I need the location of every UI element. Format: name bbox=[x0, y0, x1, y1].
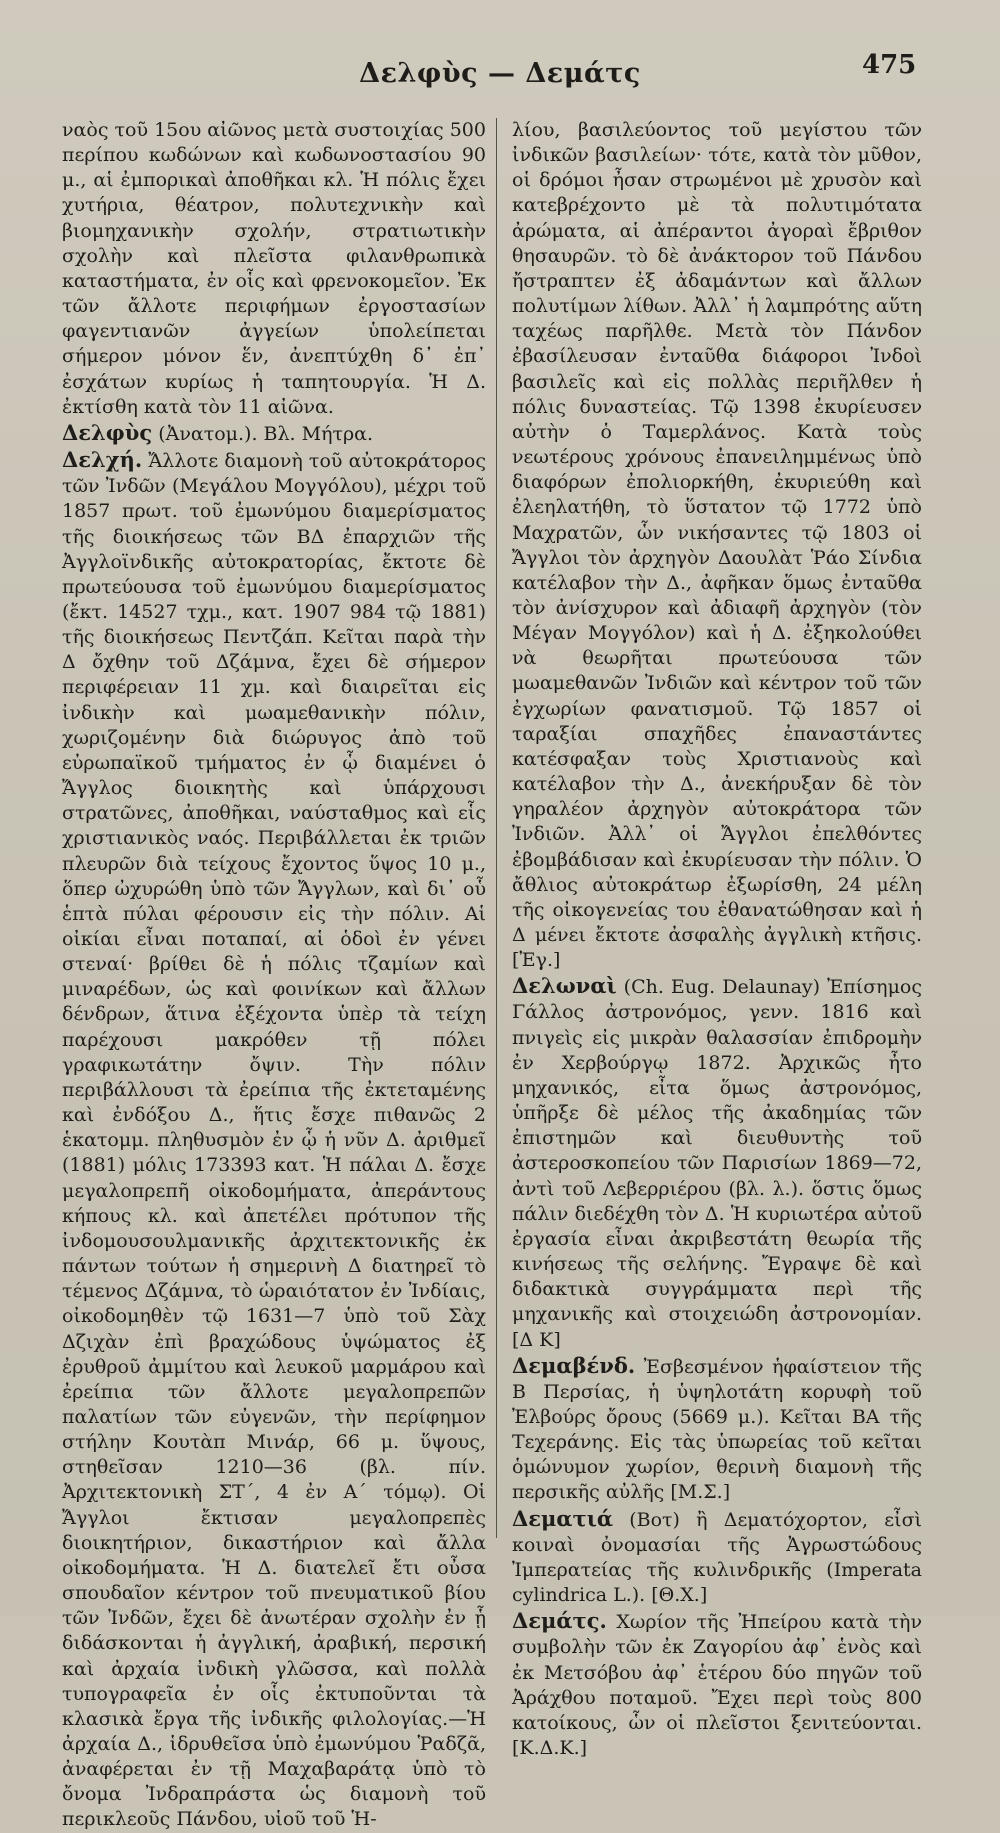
entry-text: Ἐσβεσμένον ἡφαίστειον τῆς Β Περσίας, ἡ ὑψηλοτάτη κορυφὴ τοῦ Ἐλβούρς ὄρους (5669 μ.). Κεῖται ΒΑ τῆς Τεχεράνης. Εἰς τὰς ὑπωρείας τοῦ κεῖται ὁμώνυμον χωρίον, θερινὴ διαμονὴ τῆς περσικῆς αὐλῆς [Μ.Σ.] bbox=[512, 1355, 922, 1504]
entry-headword: Δελωναὶ bbox=[512, 973, 617, 999]
entry-delphys bbox=[62, 420, 486, 447]
entry-delhi bbox=[62, 447, 486, 1833]
entry-headword: Δεματιά bbox=[512, 1505, 614, 1531]
entry-text: λίου, βασιλεύοντος τοῦ μεγίστου τῶν ἰνδικῶν βασιλείων· τότε, κατὰ τὸν μῦθον, οἱ δρόμοι ἦσαν στρωμένοι μὲ χρυσὸν καὶ κατεβρέχοντο μὲ τὰ πολυτιμότατα ἀρώματα, αἱ ἀπέραντοι ἀγοραὶ ἔβριθον θησαυρῶν. τὸ δὲ ἀνάκτορον τοῦ Πάνδου ἤστραπτεν ἐξ ἀδαμάντων καὶ ἄλλων πολυτίμων λίθων. Ἀλλ᾿ ἡ λαμπρότης αὕτη ταχέως παρῆλθε. Μετὰ τὸν Πάνδον ἐβασίλευσαν ἐνταῦθα διάφοροι Ἰνδοὶ βασιλεῖς καὶ εἰς πολλὰς περιῆλθεν ἡ πόλις δυναστείας. Τῷ 1398 ἐκυρίευσεν αὐτὴν ὁ Ταμερλάνος. Κατὰ τοὺς νεωτέρους χρόνους ἐπανειλημμένως ὑπὸ διαφόρων ἐπολιορκήθη, ἐκυριεύθη καὶ ἐλεηλατήθη, τὸ ὕστατον τῷ 1772 ὑπὸ Μαχρατῶν, ὧν νικήσαντες τῷ 1803 οἱ Ἄγγλοι τὸν ἀρχηγὸν Δαουλὰτ Ῥάο Σίνδια κατέλαβον τὴν Δ., ἀφῆκαν ὅμως ἐνταῦθα τὸν ἀνίσχυρον καὶ ἀδιαφῆ ἀρχηγὸν (τὸν Μέγαν Μογγόλον) καὶ ἡ Δ. ἐξηκολούθει νὰ θεωρῆται πρωτεύουσα τῶν μωαμεθανῶν Ἰνδιῶν καὶ κέντρον τοῦ τῶν ἐγχωρίων φανατισμοῦ. Τῷ 1857 οἱ ταραξίαι σπαχῆδες ἐπαναστάντες κατέσφαξαν τοὺς Χριστιανοὺς καὶ κατέλαβον τὴν Δ., ἀνεκήρυξαν δὲ τὸν γηραλέον ἀρχηγὸν αὐτοκράτορα τῶν Ἰνδιῶν. Ἀλλ᾿ οἱ Ἄγγλοι ἐπελθόντες ἐβομβάδισαν καὶ ἐκυρίευσαν τὴν πόλιν. Ὁ ἄθλιος αὐτοκράτωρ ἐξωρίσθη, 24 μέλη τῆς οἰκογενείας του ἐθανατώθησαν καὶ ἡ Δ μένει ἔκτοτε ἀσφαλὴς ἀγγλικὴ κτῆσις. [Ἐγ.] bbox=[512, 119, 922, 972]
entry-text: Ἄλλοτε διαμονὴ τοῦ αὐτοκράτορος τῶν Ἰνδῶν (Μεγάλου Μογγόλου), μέχρι τοῦ 1857 πρωτ. τοῦ ἐμωνύμου διαμερίσματος τῆς διοικήσεως τῶν ΒΔ ἐπαρχιῶν τῆς Ἀγγλοϊνδικῆς αὐτοκρατορίας, ἔκτοτε δὲ πρωτεύουσα τοῦ ἐμωνύμου διαμερίσματος (ἔκτ. 14527 τχμ., κατ. 1907 984 τῷ 1881) τῆς διοικήσεως Πεντζάπ. Κεῖται παρὰ τὴν Δ ὄχθην τοῦ Δζάμνα, ἔχει δὲ σήμερον περιφέρειαν 11 χμ. καὶ διαιρεῖται εἰς ἰνδικὴν καὶ μωαμεθανικὴν πόλιν, χωριζομένην διὰ διώρυγος ἀπὸ τοῦ εὐρωπαϊκοῦ τμήματος ἐν ᾧ διαμένει ὁ Ἄγγλος διοικητὴς καὶ ὑπάρχουσι στρατῶνες, ἀποθῆκαι, ναύσταθμος καὶ εἷς χριστιανικὸς ναός. Περιβάλλεται ἐκ τριῶν πλευρῶν διὰ τείχους ἔχοντος ὕψος 10 μ., ὅπερ ὠχυρώθη ὑπὸ τῶν Ἄγγλων, καὶ δι᾿ οὗ ἑπτὰ πύλαι φέρουσιν εἰς τὴν πόλιν. Αἱ οἰκίαι εἶναι ποταπαί, αἱ ὁδοὶ ἐν γένει στεναί· βρίθει δὲ ἡ πόλις τζαμίων καὶ μιναρέδων, ὡς καὶ φοινίκων καὶ ἄλλων δένδρων, ἅτινα ἐξέχοντα ὑπὲρ τὰ τείχη παρέχουσι μακρόθεν τῇ πόλει γραφικωτάτην ὄψιν. Τὴν πόλιν περιβάλλουσι τὰ ἐρείπια τῆς ἐκτεταμένης καὶ ἐνδόξου Δ., ἥτις ἔσχε πιθανῶς 2 ἑκατομμ. πληθυσμὸν ἐν ᾧ ἡ νῦν Δ. ἀριθμεῖ (1881) μόλις 173393 κατ. Ἡ πάλαι Δ. ἔσχε μεγαλοπρεπῆ οἰκοδομήματα, ἀπεράντους κήπους κλ. καὶ ἀπετέλει πρότυπον τῆς ἰνδομουσουλμανικῆς ἀρχιτεκτονικῆς ἐκ πάντων τούτων ἡ σημερινὴ Δ διατηρεῖ τὸ τέμενος Δζάμνα, τὸ ὡραιότατον ἐν Ἰνδίαις, οἰκοδομηθὲν τῷ 1631—7 ὑπὸ τοῦ Σὰχ Δζιχὰν ἐπὶ βραχώδους ὑψώματος ἐξ ἐρυθροῦ ἀμμίτου καὶ λευκοῦ μαρμάρου καὶ ἐρείπια τῶν ἄλλοτε μεγαλοπρεπῶν παλατίων τῶν εὐγενῶν, τὴν περίφημον στήλην Κουτὰπ Μινάρ, 66 μ. ὕψους, στηθεῖσαν 1210—36 (βλ. πίν. Ἀρχιτεκτονικὴ ΣΤ΄, 4 ἐν Α΄ τόμῳ). Οἱ Ἄγγλοι ἔκτισαν μεγαλοπρεπὲς διοικητήριον, δικαστήριον καὶ ἄλλα οἰκοδομήματα. Ἡ Δ. διατελεῖ ἔτι οὖσα σπουδαῖον κέντρον τοῦ πνευματικοῦ βίου τῶν Ἰνδῶν, ἔχει δὲ ἀνωτέραν σχολὴν ἐν ᾗ διδάσκονται ἡ ἀγγλική, ἀραβική, περσική καὶ ἀρχαία ἰνδικὴ γλῶσσα, καὶ πολλὰ τυπογραφεῖα ἐν οἷς ἐκτυποῦνται τὰ κλασικὰ ἔργα τῆς ἰνδικῆς φιλολογίας.—Ἡ ἀρχαία Δ., ἱδρυθεῖσα ὑπὸ ἐμωνύμου Ῥαδζᾶ, ἀναφέρεται ἐν τῇ Μαχαβαράτᾳ ὑπὸ τὸ ὄνομα Ἰνδραπράστα ὡς διαμονὴ τοῦ περικλεοῦς Πάνδου, υἱοῦ τοῦ Ἡ- bbox=[62, 450, 486, 1831]
entry-continuation bbox=[512, 118, 922, 973]
column-divider bbox=[496, 118, 497, 1538]
entry-headword: Δελφὺς bbox=[62, 419, 153, 445]
entry-demats bbox=[512, 1608, 922, 1761]
left-column bbox=[62, 118, 486, 1833]
entry-headword: Δεμάτς. bbox=[512, 1608, 607, 1634]
entry-text: (Ch. Eug. Delaunay) Ἐπίσημος Γάλλος ἀστρονόμος, γενν. 1816 καὶ πνιγεὶς εἰς μικρὰν θαλασσίαν ἐπιδρομὴν ἐν Χερβούργῳ 1872. Ἀρχικῶς ἦτο μηχανικός, εἶτα ὅμως ἀστρονόμος, ὑπῆρξε δὲ μέλος τῆς ἀκαδημίας τῶν ἐπιστημῶν καὶ διευθυντὴς τοῦ ἀστεροσκοπείου τῶν Παρισίων 1869—72, ἀντὶ τοῦ Λεβερριέρου (βλ. λ.). ὅστις ὅμως πάλιν διεδέχθη τὸν Δ. Ἡ κυριωτέρα αὐτοῦ ἐργασία εἶναι ἀκριβεστάτη θεωρία τῆς κινήσεως τῆς σελήνης. Ἔγραψε δὲ καὶ διδακτικὰ συγγράμματα περὶ τῆς μηχανικῆς καὶ στοιχειώδη ἀστρονομίαν. [Δ Κ] bbox=[512, 976, 922, 1351]
entry-text: Χωρίον τῆς Ἠπείρου κατὰ τὴν συμβολὴν τῶν ἐκ Ζαγορίου ἀφ᾿ ἑνὸς καὶ ἐκ Μετσόβου ἀφ᾿ ἑτέρου δύο πηγῶν τοῦ Ἀράχθου ποταμοῦ. Ἔχει περὶ τοὺς 800 κατοίκους, ὧν οἱ πλεῖστοι ξενιτεύονται. [Κ.Δ.Κ.] bbox=[512, 1611, 922, 1759]
right-column bbox=[512, 118, 922, 1761]
entry-demavend bbox=[512, 1353, 922, 1506]
entry-delaunay bbox=[512, 973, 922, 1352]
entry-continuation bbox=[62, 118, 486, 420]
page-number: 475 bbox=[862, 50, 917, 80]
entry-dematia bbox=[512, 1506, 922, 1609]
entry-headword: Δελχή. bbox=[62, 447, 143, 473]
entry-text: (Ἀνατομ.). Βλ. Μήτρα. bbox=[152, 422, 374, 445]
running-header: Δελφὺς — Δεμάτς bbox=[359, 58, 641, 89]
entry-headword: Δεμαβένδ. bbox=[512, 1352, 636, 1378]
entry-text: ναὸς τοῦ 15ου αἰῶνος μετὰ συστοιχίας 500 περίπου κωδώνων καὶ κωδωνοστασίου 90 μ., αἱ ἐμπορικαὶ ἀποθῆκαι κλ. Ἡ πόλις ἔχει χυτήρια, θέατρον, πολυτεχνικὴν καὶ βιομηχανικὴν σχολήν, στρατιωτικὴν σχολὴν καὶ πλεῖστα φιλανθρωπικὰ καταστήματα, ἐν οἷς καὶ φρενοκομεῖον. Ἐκ τῶν ἄλλοτε περιφήμων ἐργοστασίων φαγεντιανῶν ἀγγείων ὑπολείπεται σήμερον μόνον ἕν, ἀνεπτύχθη δ᾿ ἐπ᾿ ἐσχάτων κυρίως ἡ ταπητουργία. Ἡ Δ. ἐκτίσθη κατὰ τὸν 11 αἰῶνα. bbox=[62, 119, 486, 418]
entry-text: (Βοτ) ἢ Δεματόχορτον, εἶσὶ κοιναὶ ὀνομασίαι τῆς Ἀγρωστώδους Ἰμπερατείας τῆς κυλινδρικῆς (Imperata cylindrica L.). [Θ.Χ.] bbox=[512, 1508, 922, 1607]
